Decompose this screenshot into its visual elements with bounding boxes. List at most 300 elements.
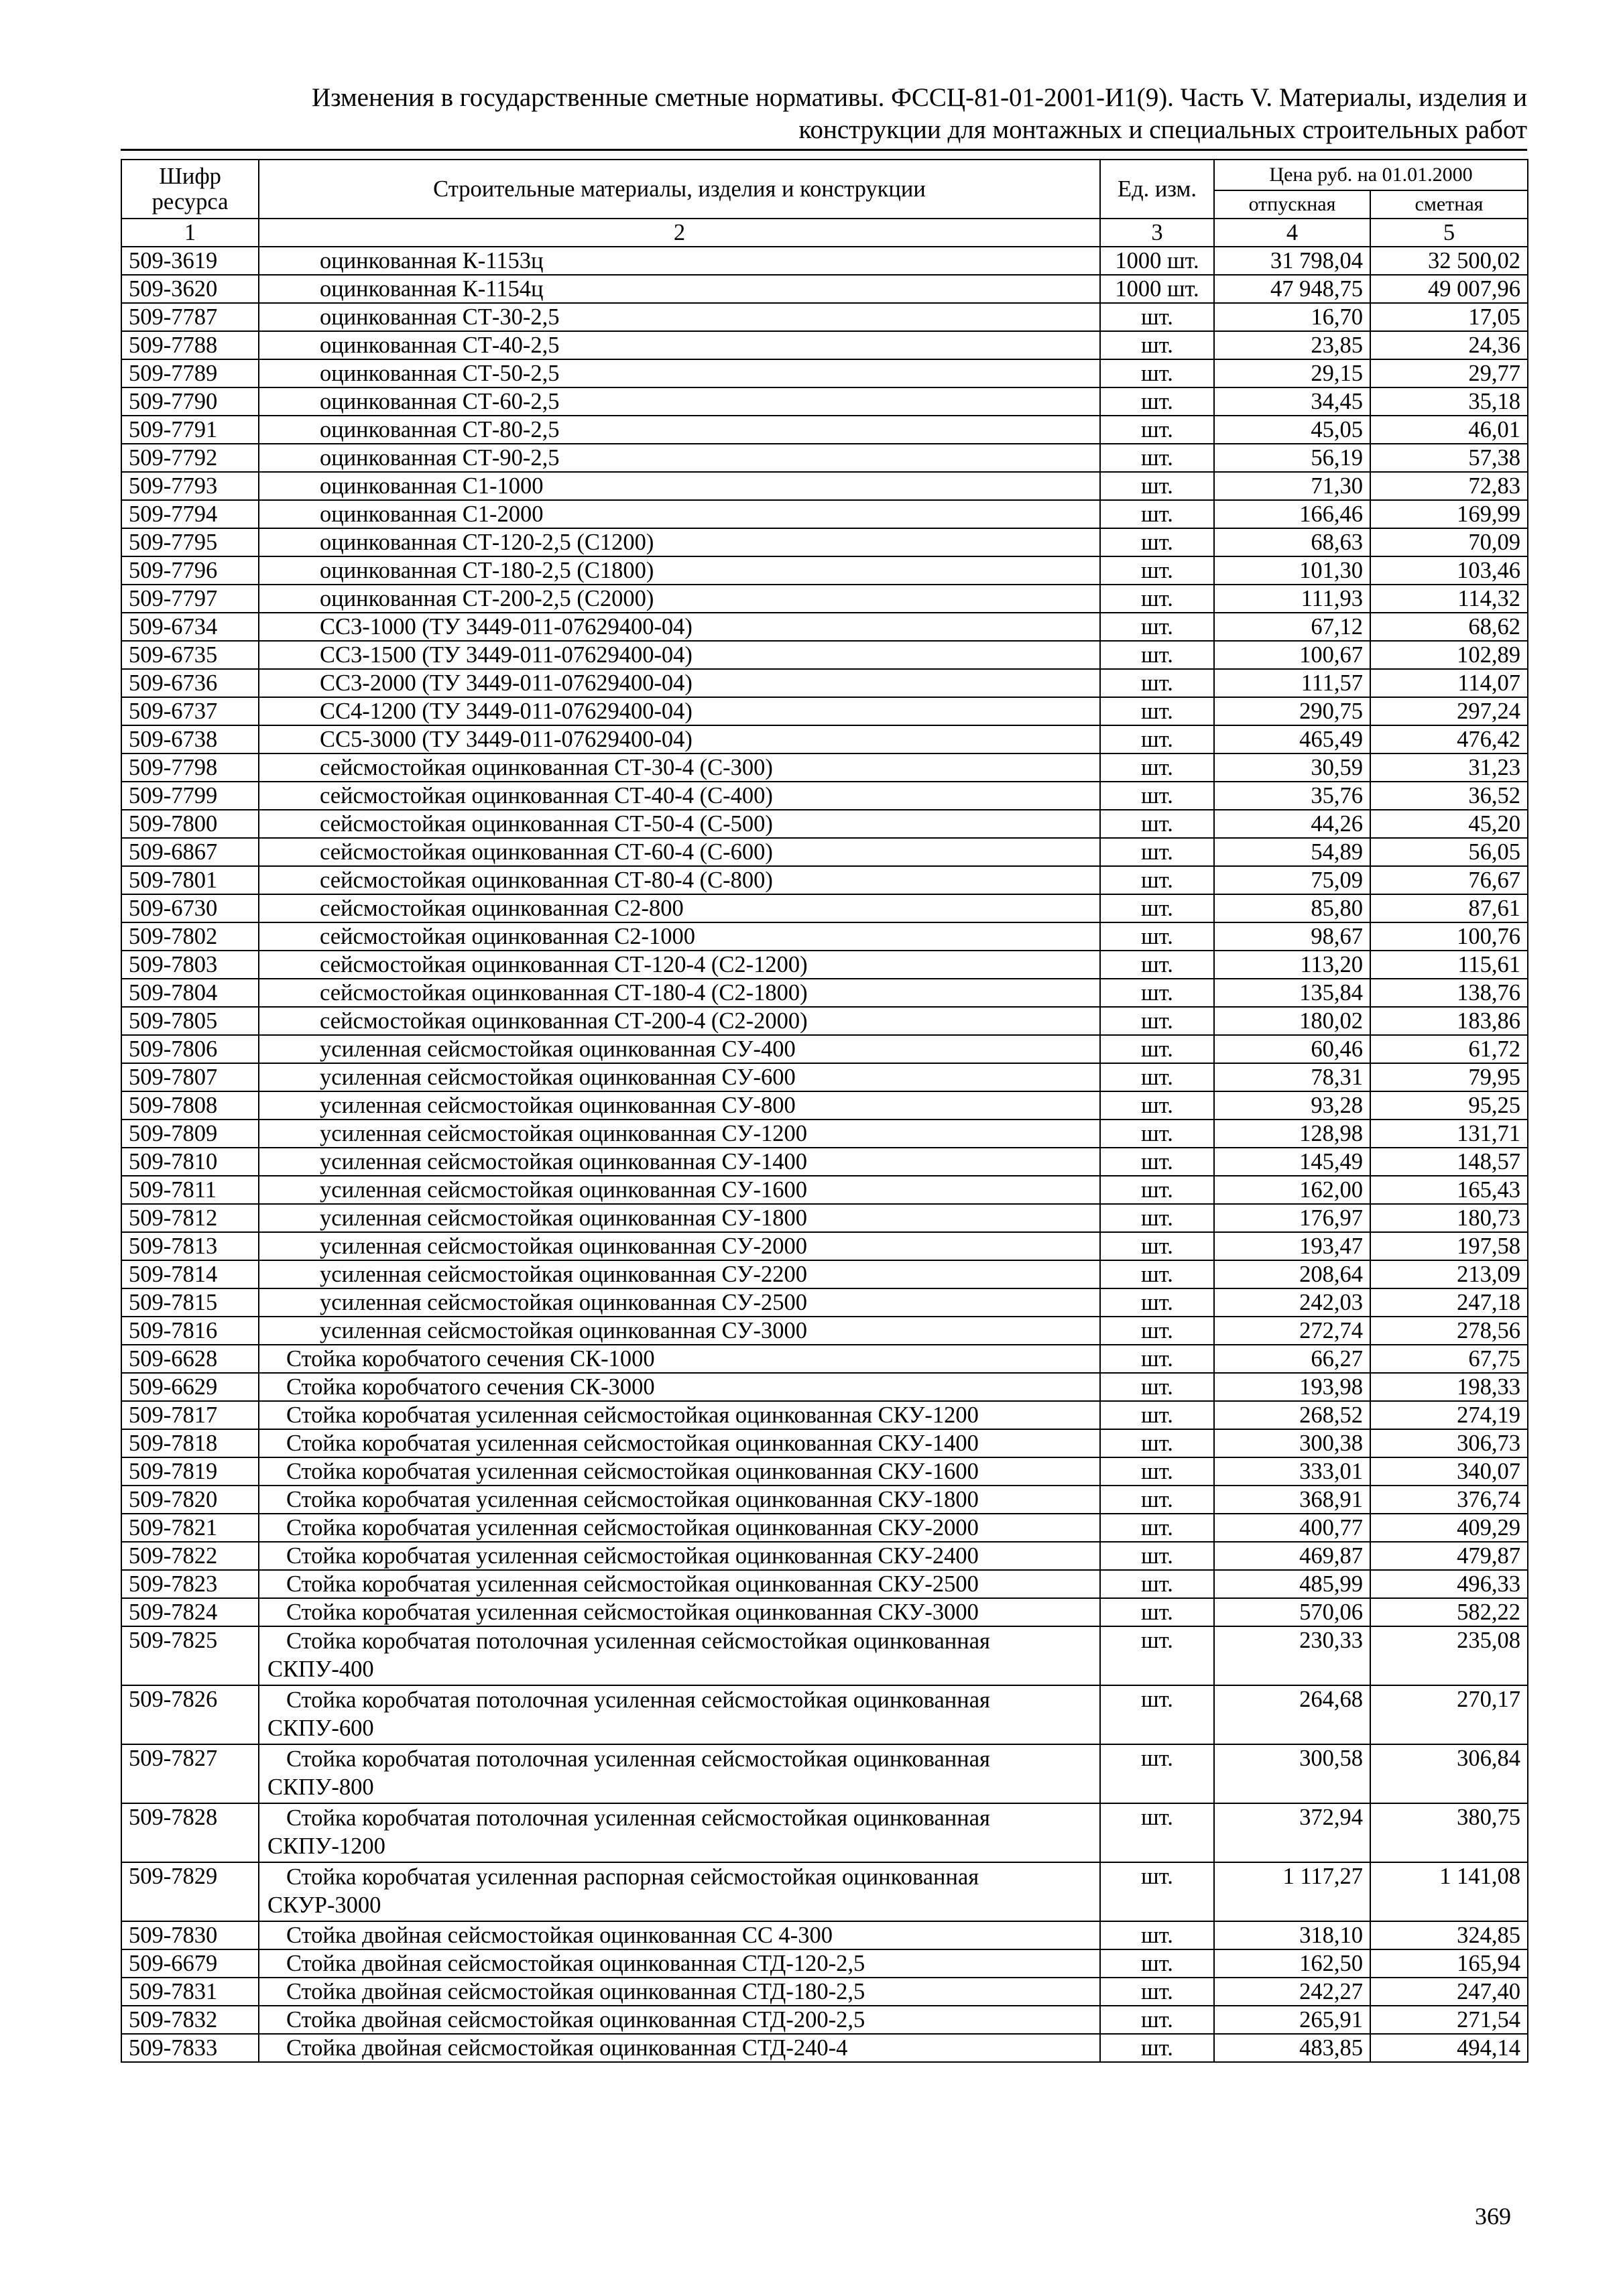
estimate-price-text: 496,33 bbox=[1457, 1571, 1521, 1597]
estimate-price-text: 76,67 bbox=[1468, 867, 1521, 893]
resource-code-cell bbox=[121, 556, 259, 585]
material-name-text: усиленная сейсмостойкая оцинкованная СУ-2500 bbox=[320, 1290, 807, 1315]
estimate-price-text: 271,54 bbox=[1457, 2007, 1521, 2033]
material-name-text: сейсмостойкая оцинкованная СТ-30-4 (С-300) bbox=[320, 755, 773, 780]
material-name-cell bbox=[259, 1626, 1100, 1685]
unit-text: 1000 шт. bbox=[1115, 248, 1199, 274]
release-price-text: 208,64 bbox=[1299, 1262, 1363, 1287]
resource-code-cell bbox=[121, 444, 259, 472]
resource-code-text: 509-7795 bbox=[129, 530, 218, 555]
unit-cell bbox=[1100, 472, 1214, 500]
estimate-price-text: 17,05 bbox=[1468, 304, 1521, 330]
header-line-2: конструкции для монтажных и специальных строительных работ bbox=[798, 115, 1527, 144]
unit-text: шт. bbox=[1141, 811, 1173, 837]
unit-text: шт. bbox=[1141, 1599, 1173, 1625]
material-name-text: Стойка двойная сейсмостойкая оцинкованная СТД-240-4 bbox=[286, 2035, 848, 2061]
release-price-cell bbox=[1214, 387, 1370, 416]
unit-cell bbox=[1100, 669, 1214, 697]
material-name-cell bbox=[259, 1232, 1100, 1260]
resource-code-cell bbox=[121, 1373, 259, 1401]
resource-code-cell bbox=[121, 1120, 259, 1148]
resource-code-text: 509-7821 bbox=[129, 1515, 218, 1540]
release-price-text: 45,05 bbox=[1311, 417, 1363, 442]
release-price-text: 290,75 bbox=[1299, 699, 1363, 724]
release-price-text: 333,01 bbox=[1299, 1459, 1363, 1484]
col-header-code: Шифр ресурса bbox=[121, 160, 259, 219]
resource-code-cell bbox=[121, 1598, 259, 1626]
table-row bbox=[121, 1921, 1528, 1949]
release-price-text: 75,09 bbox=[1311, 867, 1363, 893]
resource-code-text: 509-7796 bbox=[129, 558, 218, 583]
unit-cell bbox=[1100, 359, 1214, 387]
unit-text: шт. bbox=[1141, 417, 1173, 442]
unit-text: шт. bbox=[1141, 1374, 1173, 1400]
estimate-price-text: 46,01 bbox=[1468, 417, 1521, 442]
resource-code-text: 509-7797 bbox=[129, 586, 218, 611]
resource-code-text: 509-6735 bbox=[129, 642, 218, 668]
estimate-price-text: 235,08 bbox=[1457, 1628, 1521, 1653]
release-price-cell bbox=[1214, 1317, 1370, 1345]
table-row bbox=[121, 866, 1528, 894]
material-name-text: оцинкованная С1-2000 bbox=[320, 501, 544, 527]
material-name-cell bbox=[259, 416, 1100, 444]
release-price-cell bbox=[1214, 1457, 1370, 1486]
table-row bbox=[121, 1744, 1528, 1803]
material-name-text: усиленная сейсмостойкая оцинкованная СУ-1800 bbox=[320, 1205, 807, 1231]
resource-code-cell bbox=[121, 1345, 259, 1373]
release-price-cell bbox=[1214, 1176, 1370, 1204]
resource-code-text: 509-7790 bbox=[129, 389, 218, 414]
material-name-text: усиленная сейсмостойкая оцинкованная СУ-1200 bbox=[320, 1121, 807, 1146]
estimate-price-text: 100,76 bbox=[1457, 924, 1521, 949]
resource-code-text: 509-7810 bbox=[129, 1149, 218, 1174]
resource-code-cell bbox=[121, 1862, 259, 1921]
estimate-price-text: 297,24 bbox=[1457, 699, 1521, 724]
release-price-cell bbox=[1214, 359, 1370, 387]
table-row bbox=[121, 1148, 1528, 1176]
release-price-text: 193,47 bbox=[1299, 1233, 1363, 1259]
estimate-price-cell bbox=[1370, 444, 1528, 472]
material-name-cell bbox=[259, 556, 1100, 585]
estimate-price-cell bbox=[1370, 838, 1528, 866]
estimate-price-text: 247,40 bbox=[1457, 1979, 1521, 2004]
unit-text: шт. bbox=[1141, 699, 1173, 724]
resource-code-text: 509-7793 bbox=[129, 473, 218, 499]
release-price-cell bbox=[1214, 894, 1370, 922]
resource-code-text: 509-7826 bbox=[129, 1687, 218, 1712]
release-price-cell bbox=[1214, 1921, 1370, 1949]
unit-cell bbox=[1100, 641, 1214, 669]
estimate-price-cell bbox=[1370, 1373, 1528, 1401]
release-price-cell bbox=[1214, 1148, 1370, 1176]
resource-code-text: 509-7811 bbox=[129, 1177, 217, 1203]
unit-cell bbox=[1100, 1626, 1214, 1685]
release-price-cell bbox=[1214, 275, 1370, 303]
unit-text: шт. bbox=[1141, 361, 1173, 386]
material-name-cell bbox=[259, 500, 1100, 528]
resource-code-cell bbox=[121, 416, 259, 444]
col-header-price-release: отпускная bbox=[1214, 190, 1370, 219]
resource-code-text: 509-7800 bbox=[129, 811, 218, 837]
unit-cell bbox=[1100, 922, 1214, 951]
estimate-price-text: 340,07 bbox=[1457, 1459, 1521, 1484]
material-name-cell bbox=[259, 951, 1100, 979]
estimate-price-text: 24,36 bbox=[1468, 333, 1521, 358]
estimate-price-text: 169,99 bbox=[1457, 501, 1521, 527]
unit-cell bbox=[1100, 1429, 1214, 1457]
resource-code-cell bbox=[121, 585, 259, 613]
release-price-text: 47 948,75 bbox=[1270, 276, 1363, 302]
unit-text: шт. bbox=[1141, 530, 1173, 555]
unit-cell bbox=[1100, 1598, 1214, 1626]
release-price-cell bbox=[1214, 838, 1370, 866]
resource-code-text: 509-7804 bbox=[129, 980, 218, 1006]
resource-code-text: 509-7822 bbox=[129, 1543, 218, 1569]
material-name-cell bbox=[259, 697, 1100, 725]
material-name-cell bbox=[259, 1345, 1100, 1373]
material-name-cell bbox=[259, 331, 1100, 359]
table-row bbox=[121, 641, 1528, 669]
col-header-name: Строительные материалы, изделия и конструкции bbox=[259, 160, 1100, 219]
release-price-text: 166,46 bbox=[1299, 501, 1363, 527]
estimate-price-cell bbox=[1370, 641, 1528, 669]
material-name-cell bbox=[259, 1949, 1100, 1978]
release-price-cell bbox=[1214, 641, 1370, 669]
estimate-price-text: 165,94 bbox=[1457, 1951, 1521, 1976]
table-row bbox=[121, 669, 1528, 697]
estimate-price-text: 138,76 bbox=[1457, 980, 1521, 1006]
release-price-cell bbox=[1214, 556, 1370, 585]
release-price-text: 44,26 bbox=[1311, 811, 1363, 837]
material-name-text: сейсмостойкая оцинкованная СТ-80-4 (С-800) bbox=[320, 867, 773, 893]
estimate-price-text: 324,85 bbox=[1457, 1923, 1521, 1948]
estimate-price-cell bbox=[1370, 500, 1528, 528]
unit-cell bbox=[1100, 1744, 1214, 1803]
release-price-text: 71,30 bbox=[1311, 473, 1363, 499]
estimate-price-cell bbox=[1370, 1148, 1528, 1176]
estimate-price-cell bbox=[1370, 585, 1528, 613]
release-price-text: 68,63 bbox=[1311, 530, 1363, 555]
resource-code-cell bbox=[121, 1570, 259, 1598]
release-price-cell bbox=[1214, 669, 1370, 697]
unit-text: шт. bbox=[1141, 333, 1173, 358]
unit-text: шт. bbox=[1141, 586, 1173, 611]
resource-code-cell bbox=[121, 669, 259, 697]
unit-cell bbox=[1100, 1685, 1214, 1744]
release-price-cell bbox=[1214, 303, 1370, 331]
table-row bbox=[121, 1570, 1528, 1598]
unit-text: шт. bbox=[1141, 1487, 1173, 1512]
unit-text: шт. bbox=[1141, 1402, 1173, 1428]
release-price-text: 98,67 bbox=[1311, 924, 1363, 949]
table-row bbox=[121, 1204, 1528, 1232]
unit-text: шт. bbox=[1141, 896, 1173, 921]
material-name-text: оцинкованная СТ-40-2,5 bbox=[320, 333, 560, 358]
estimate-price-cell bbox=[1370, 1978, 1528, 2006]
material-name-text: усиленная сейсмостойкая оцинкованная СУ-3000 bbox=[320, 1318, 807, 1343]
col-number-1: 1 bbox=[121, 219, 259, 247]
estimate-price-text: 278,56 bbox=[1457, 1318, 1521, 1343]
table-row bbox=[121, 1949, 1528, 1978]
material-name-cell bbox=[259, 753, 1100, 782]
release-price-cell bbox=[1214, 753, 1370, 782]
estimate-price-text: 61,72 bbox=[1468, 1036, 1521, 1062]
release-price-text: 30,59 bbox=[1311, 755, 1363, 780]
material-name-text: Стойка коробчатого сечения СК-1000 bbox=[286, 1346, 655, 1372]
table-row bbox=[121, 1542, 1528, 1570]
table-row bbox=[121, 1429, 1528, 1457]
table-row bbox=[121, 951, 1528, 979]
material-name-cell bbox=[259, 1317, 1100, 1345]
estimate-price-cell bbox=[1370, 810, 1528, 838]
estimate-price-cell bbox=[1370, 2034, 1528, 2062]
estimate-price-cell bbox=[1370, 1120, 1528, 1148]
resource-code-text: 509-7818 bbox=[129, 1431, 218, 1456]
table-row bbox=[121, 1063, 1528, 1091]
unit-cell bbox=[1100, 1317, 1214, 1345]
table-body bbox=[121, 247, 1528, 2062]
unit-cell bbox=[1100, 1035, 1214, 1063]
material-name-text: Стойка коробчатая потолочная усиленная сейсмостойкая оцинкованная СКПУ-600 bbox=[267, 1687, 990, 1741]
material-name-text: Стойка коробчатая усиленная сейсмостойкая оцинкованная СКУ-1200 bbox=[286, 1402, 979, 1428]
material-name-cell bbox=[259, 1921, 1100, 1949]
table-row bbox=[121, 1685, 1528, 1744]
estimate-price-cell bbox=[1370, 1345, 1528, 1373]
estimate-price-text: 476,42 bbox=[1457, 727, 1521, 752]
estimate-price-text: 213,09 bbox=[1457, 1262, 1521, 1287]
unit-cell bbox=[1100, 1978, 1214, 2006]
resource-code-text: 509-7833 bbox=[129, 2035, 218, 2061]
estimate-price-cell bbox=[1370, 979, 1528, 1007]
col-number-5: 5 bbox=[1370, 219, 1528, 247]
release-price-text: 1 117,27 bbox=[1282, 1864, 1363, 1889]
material-name-cell bbox=[259, 1401, 1100, 1429]
release-price-cell bbox=[1214, 1260, 1370, 1288]
material-name-cell bbox=[259, 1542, 1100, 1570]
table-row bbox=[121, 1598, 1528, 1626]
release-price-text: 176,97 bbox=[1299, 1205, 1363, 1231]
material-name-text: Стойка коробчатая усиленная сейсмостойкая оцинкованная СКУ-2500 bbox=[286, 1571, 979, 1597]
unit-cell bbox=[1100, 556, 1214, 585]
estimate-price-text: 68,62 bbox=[1468, 614, 1521, 640]
resource-code-cell bbox=[121, 1176, 259, 1204]
release-price-cell bbox=[1214, 2006, 1370, 2034]
unit-text: шт. bbox=[1141, 1121, 1173, 1146]
estimate-price-text: 45,20 bbox=[1468, 811, 1521, 837]
resource-code-cell bbox=[121, 641, 259, 669]
material-name-cell bbox=[259, 303, 1100, 331]
unit-cell bbox=[1100, 1063, 1214, 1091]
col-number-3: 3 bbox=[1100, 219, 1214, 247]
material-name-cell bbox=[259, 782, 1100, 810]
release-price-text: 29,15 bbox=[1311, 361, 1363, 386]
resource-code-text: 509-7830 bbox=[129, 1923, 218, 1948]
header-rule bbox=[121, 149, 1527, 151]
page-number: 369 bbox=[1475, 2203, 1511, 2230]
material-name-text: сейсмостойкая оцинкованная СТ-40-4 (С-400) bbox=[320, 783, 773, 808]
resource-code-text: 509-7819 bbox=[129, 1459, 218, 1484]
estimate-price-cell bbox=[1370, 1862, 1528, 1921]
resource-code-cell bbox=[121, 1457, 259, 1486]
resource-code-cell bbox=[121, 1514, 259, 1542]
material-name-text: СС3-2000 (ТУ 3449-011-07629400-04) bbox=[320, 670, 693, 696]
estimate-price-cell bbox=[1370, 556, 1528, 585]
material-name-cell bbox=[259, 1260, 1100, 1288]
table-row bbox=[121, 894, 1528, 922]
release-price-text: 372,94 bbox=[1299, 1805, 1363, 1830]
resource-code-text: 509-6736 bbox=[129, 670, 218, 696]
table-row bbox=[121, 1288, 1528, 1317]
release-price-text: 469,87 bbox=[1299, 1543, 1363, 1569]
release-price-text: 230,33 bbox=[1299, 1628, 1363, 1653]
table-row bbox=[121, 782, 1528, 810]
release-price-cell bbox=[1214, 1626, 1370, 1685]
release-price-text: 54,89 bbox=[1311, 839, 1363, 865]
release-price-cell bbox=[1214, 585, 1370, 613]
resource-code-text: 509-7814 bbox=[129, 1262, 218, 1287]
table-row bbox=[121, 1232, 1528, 1260]
estimate-price-text: 35,18 bbox=[1468, 389, 1521, 414]
material-name-text: Стойка коробчатая усиленная сейсмостойкая оцинкованная СКУ-1800 bbox=[286, 1487, 979, 1512]
estimate-price-cell bbox=[1370, 303, 1528, 331]
resource-code-cell bbox=[121, 697, 259, 725]
estimate-price-text: 270,17 bbox=[1457, 1687, 1521, 1712]
material-name-cell bbox=[259, 2006, 1100, 2034]
resource-code-text: 509-7824 bbox=[129, 1599, 218, 1625]
table-row bbox=[121, 979, 1528, 1007]
estimate-price-text: 306,84 bbox=[1457, 1746, 1521, 1771]
estimate-price-cell bbox=[1370, 725, 1528, 753]
unit-cell bbox=[1100, 697, 1214, 725]
unit-cell bbox=[1100, 1862, 1214, 1921]
table-row bbox=[121, 1317, 1528, 1345]
release-price-cell bbox=[1214, 1120, 1370, 1148]
unit-text: шт. bbox=[1141, 1290, 1173, 1315]
resource-code-cell bbox=[121, 331, 259, 359]
release-price-cell bbox=[1214, 1803, 1370, 1862]
estimate-price-text: 67,75 bbox=[1468, 1346, 1521, 1372]
unit-text: шт. bbox=[1141, 1262, 1173, 1287]
release-price-text: 23,85 bbox=[1311, 333, 1363, 358]
release-price-cell bbox=[1214, 1514, 1370, 1542]
estimate-price-cell bbox=[1370, 2006, 1528, 2034]
release-price-cell bbox=[1214, 1598, 1370, 1626]
resource-code-text: 509-6629 bbox=[129, 1374, 218, 1400]
estimate-price-text: 380,75 bbox=[1457, 1805, 1521, 1830]
estimate-price-text: 70,09 bbox=[1468, 530, 1521, 555]
price-table bbox=[121, 159, 1528, 2063]
resource-code-cell bbox=[121, 500, 259, 528]
estimate-price-text: 479,87 bbox=[1457, 1543, 1521, 1569]
unit-cell bbox=[1100, 1288, 1214, 1317]
release-price-text: 85,80 bbox=[1311, 896, 1363, 921]
resource-code-cell bbox=[121, 866, 259, 894]
estimate-price-text: 57,38 bbox=[1468, 445, 1521, 471]
material-name-cell bbox=[259, 1176, 1100, 1204]
resource-code-text: 509-7798 bbox=[129, 755, 218, 780]
unit-text: шт. bbox=[1141, 1515, 1173, 1540]
unit-cell bbox=[1100, 1570, 1214, 1598]
release-price-text: 400,77 bbox=[1299, 1515, 1363, 1540]
release-price-cell bbox=[1214, 1744, 1370, 1803]
resource-code-text: 509-7809 bbox=[129, 1121, 218, 1146]
material-name-cell bbox=[259, 1514, 1100, 1542]
material-name-cell bbox=[259, 838, 1100, 866]
resource-code-cell bbox=[121, 528, 259, 556]
unit-text: шт. bbox=[1141, 1951, 1173, 1976]
unit-cell bbox=[1100, 2006, 1214, 2034]
page-header bbox=[121, 82, 1527, 146]
table-row bbox=[121, 1345, 1528, 1373]
resource-code-cell bbox=[121, 1803, 259, 1862]
release-price-text: 242,03 bbox=[1299, 1290, 1363, 1315]
estimate-price-cell bbox=[1370, 782, 1528, 810]
table-row bbox=[121, 922, 1528, 951]
estimate-price-text: 247,18 bbox=[1457, 1290, 1521, 1315]
estimate-price-cell bbox=[1370, 1288, 1528, 1317]
unit-text: шт. bbox=[1141, 727, 1173, 752]
unit-cell bbox=[1100, 1204, 1214, 1232]
estimate-price-cell bbox=[1370, 1921, 1528, 1949]
release-price-text: 162,00 bbox=[1299, 1177, 1363, 1203]
resource-code-text: 509-6628 bbox=[129, 1346, 218, 1372]
resource-code-text: 509-7813 bbox=[129, 1233, 218, 1259]
material-name-text: усиленная сейсмостойкая оцинкованная СУ-1400 bbox=[320, 1149, 807, 1174]
estimate-price-cell bbox=[1370, 1626, 1528, 1685]
release-price-cell bbox=[1214, 1486, 1370, 1514]
release-price-cell bbox=[1214, 331, 1370, 359]
material-name-text: оцинкованная СТ-60-2,5 bbox=[320, 389, 560, 414]
table-row bbox=[121, 1803, 1528, 1862]
table-row bbox=[121, 1260, 1528, 1288]
release-price-cell bbox=[1214, 1063, 1370, 1091]
release-price-text: 465,49 bbox=[1299, 727, 1363, 752]
release-price-cell bbox=[1214, 866, 1370, 894]
release-price-text: 300,38 bbox=[1299, 1431, 1363, 1456]
resource-code-text: 509-6737 bbox=[129, 699, 218, 724]
estimate-price-cell bbox=[1370, 1091, 1528, 1120]
release-price-text: 128,98 bbox=[1299, 1121, 1363, 1146]
resource-code-text: 509-7825 bbox=[129, 1628, 218, 1653]
resource-code-text: 509-7801 bbox=[129, 867, 218, 893]
unit-cell bbox=[1100, 2034, 1214, 2062]
unit-text: 1000 шт. bbox=[1115, 276, 1199, 302]
estimate-price-cell bbox=[1370, 472, 1528, 500]
unit-text: шт. bbox=[1141, 1149, 1173, 1174]
release-price-cell bbox=[1214, 444, 1370, 472]
estimate-price-cell bbox=[1370, 1514, 1528, 1542]
material-name-cell bbox=[259, 1288, 1100, 1317]
estimate-price-text: 165,43 bbox=[1457, 1177, 1521, 1203]
resource-code-text: 509-7828 bbox=[129, 1805, 218, 1830]
material-name-cell bbox=[259, 1978, 1100, 2006]
resource-code-cell bbox=[121, 725, 259, 753]
estimate-price-cell bbox=[1370, 1007, 1528, 1035]
resource-code-cell bbox=[121, 951, 259, 979]
unit-text: шт. bbox=[1141, 558, 1173, 583]
unit-text: шт. bbox=[1141, 1346, 1173, 1372]
material-name-cell bbox=[259, 1373, 1100, 1401]
material-name-text: сейсмостойкая оцинкованная С2-1000 bbox=[320, 924, 695, 949]
release-price-cell bbox=[1214, 2034, 1370, 2062]
unit-text: шт. bbox=[1141, 1543, 1173, 1569]
material-name-cell bbox=[259, 1429, 1100, 1457]
material-name-cell bbox=[259, 1862, 1100, 1921]
material-name-cell bbox=[259, 866, 1100, 894]
material-name-text: Стойка коробчатая потолочная усиленная сейсмостойкая оцинкованная СКПУ-400 bbox=[267, 1628, 990, 1682]
table-row bbox=[121, 753, 1528, 782]
estimate-price-text: 31,23 bbox=[1468, 755, 1521, 780]
